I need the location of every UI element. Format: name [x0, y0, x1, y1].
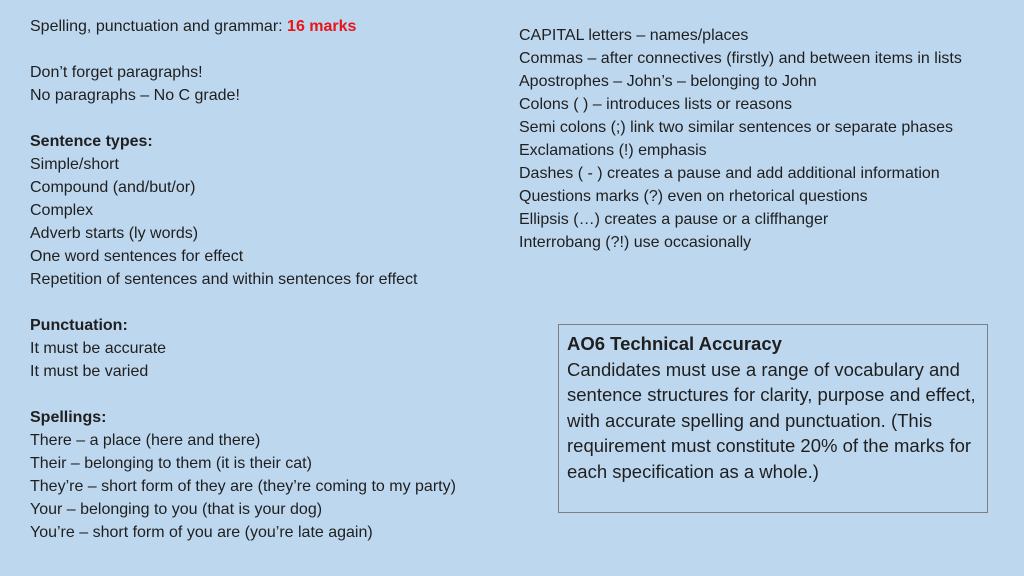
punctuation-rule: Interrobang (?!) use occasionally	[519, 234, 752, 251]
spag-heading	[30, 15, 510, 38]
punctuation-item: It must be accurate	[30, 340, 167, 357]
spag-label: Spelling, punctuation and grammar:	[30, 18, 288, 35]
spellings-heading: Spellings:	[30, 409, 107, 426]
punctuation-list	[519, 24, 999, 254]
spelling-item: Their – belonging to them (it is their cat)	[30, 455, 312, 472]
ao6-title: AO6 Technical Accuracy	[567, 333, 782, 354]
sentence-type-item: Compound (and/but/or)	[30, 179, 196, 196]
spelling-item: They’re – short form of they are (they’re coming to my party)	[30, 478, 456, 495]
sentence-type-item: One word sentences for effect	[30, 248, 244, 265]
sentence-type-item: Simple/short	[30, 156, 119, 173]
sentence-type-item: Adverb starts (ly words)	[30, 225, 199, 242]
punctuation-rule: Colons ( ) – introduces lists or reasons	[519, 96, 792, 113]
punctuation-rule: Commas – after connectives (firstly) and between items in lists	[519, 50, 962, 67]
punctuation-rule: Questions marks (?) even on rhetorical questions	[519, 188, 868, 205]
ao6-body: Candidates must use a range of vocabulary and sentence structures for clarity, purpose and effect, with accurate spelling and punctuation. (This requirement must constitute 20% of the marks for each specification as a whole.)	[567, 358, 976, 482]
punctuation-rule: Dashes ( - ) creates a pause and add additional information	[519, 165, 940, 182]
spelling-item: You’re – short form of you are (you’re late again)	[30, 524, 373, 541]
punctuation-rule: Semi colons (;) link two similar sentences or separate phases	[519, 119, 953, 136]
punctuation-rule: Exclamations (!) emphasis	[519, 142, 707, 159]
punctuation-item: It must be varied	[30, 363, 149, 380]
sentence-type-item: Repetition of sentences and within sentences for effect	[30, 271, 418, 288]
spelling-item: There – a place (here and there)	[30, 432, 261, 449]
spelling-item: Your – belonging to you (that is your dog)	[30, 501, 323, 518]
paragraph-note: No paragraphs – No C grade!	[30, 87, 240, 104]
ao6-box	[558, 324, 988, 513]
sentence-types-heading: Sentence types:	[30, 133, 153, 150]
left-column	[30, 15, 510, 544]
spag-marks: 16 marks	[287, 18, 357, 35]
sentence-type-item: Complex	[30, 202, 94, 219]
punctuation-rule: CAPITAL letters – names/places	[519, 27, 749, 44]
paragraph-note: Don’t forget paragraphs!	[30, 64, 203, 81]
punctuation-rule: Apostrophes – John’s – belonging to John	[519, 73, 817, 90]
punctuation-rule: Ellipsis (…) creates a pause or a cliffhanger	[519, 211, 829, 228]
punctuation-heading: Punctuation:	[30, 317, 128, 334]
